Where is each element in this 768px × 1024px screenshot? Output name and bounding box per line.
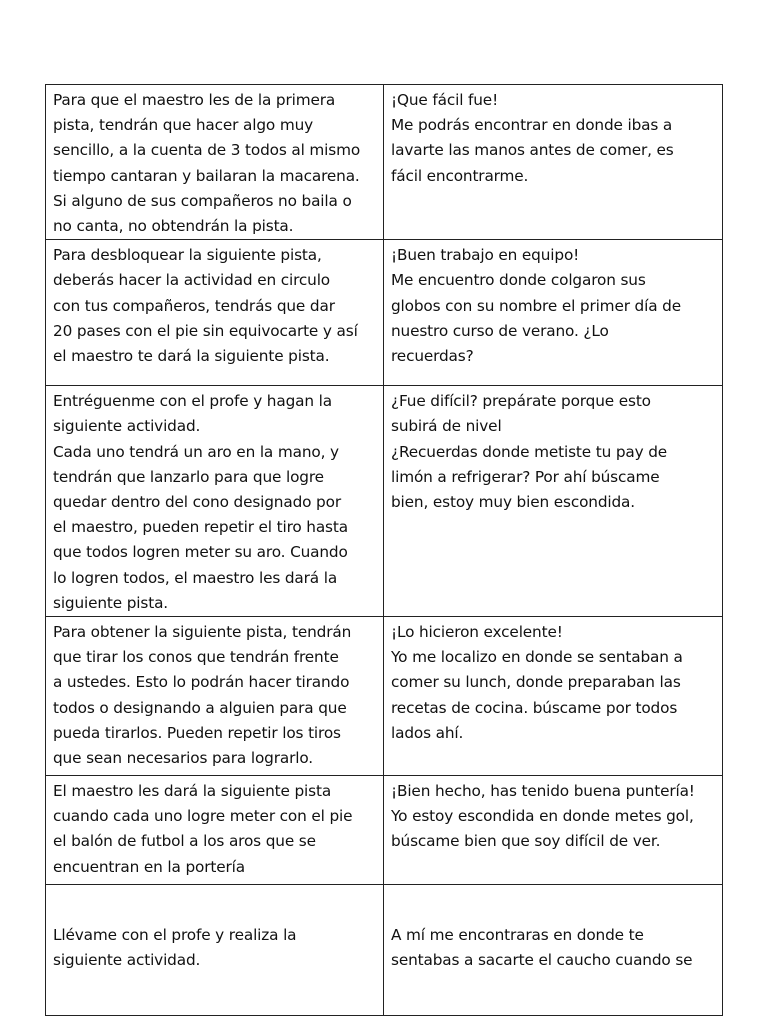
clue-cell: ¡Bien hecho, has tenido buena puntería! Yo estoy escondida en donde metes gol, búscame bien que soy difícil de ver. (384, 776, 723, 885)
table-row (46, 85, 723, 240)
challenge-cell: El maestro les dará la siguiente pista cuando cada uno logre meter con el pie el balón de futbol a los aros que se encuentran en la portería (46, 776, 384, 885)
table-row (46, 240, 723, 386)
clue-cell: ¡Que fácil fue! Me podrás encontrar en donde ibas a lavarte las manos antes de comer, es fácil encontrarme. (384, 85, 723, 240)
table-row (46, 617, 723, 776)
clue-table (45, 84, 723, 1016)
clue-cell: ¿Fue difícil? prepárate porque esto subirá de nivel ¿Recuerdas donde metiste tu pay de limón a refrigerar? Por ahí búscame bien, estoy muy bien escondida. (384, 386, 723, 617)
clue-cell: ¡Buen trabajo en equipo! Me encuentro donde colgaron sus globos con su nombre el primer día de nuestro curso de verano. ¿Lo recuerdas? (384, 240, 723, 386)
challenge-cell: Llévame con el profe y realiza la siguiente actividad. (46, 885, 384, 1016)
table-row (46, 885, 723, 1016)
challenge-cell: Entréguenme con el profe y hagan la siguiente actividad. Cada uno tendrá un aro en la mano, y tendrán que lanzarlo para que logre quedar dentro del cono designado por el maestro, pueden repetir el tiro hasta que todos logren meter su aro. Cuando lo logren todos, el maestro les dará la siguiente pista. (46, 386, 384, 617)
clue-cell: A mí me encontraras en donde te sentabas a sacarte el caucho cuando se (384, 885, 723, 1016)
clue-cell: ¡Lo hicieron excelente! Yo me localizo en donde se sentaban a comer su lunch, donde preparaban las recetas de cocina. búscame por todos lados ahí. (384, 617, 723, 776)
challenge-cell: Para desbloquear la siguiente pista, deberás hacer la actividad en circulo con tus compañeros, tendrás que dar 20 pases con el pie sin equivocarte y así el maestro te dará la siguiente pista. (46, 240, 384, 386)
challenge-cell: Para que el maestro les de la primera pista, tendrán que hacer algo muy sencillo, a la cuenta de 3 todos al mismo tiempo cantaran y bailaran la macarena. Si alguno de sus compañeros no baila o no canta, no obtendrán la pista. (46, 85, 384, 240)
table-row (46, 386, 723, 617)
table-row (46, 776, 723, 885)
challenge-cell: Para obtener la siguiente pista, tendrán que tirar los conos que tendrán frente a ustedes. Esto lo podrán hacer tirando todos o designando a alguien para que pueda tirarlos. Pueden repetir los tiros que sean necesarios para lograrlo. (46, 617, 384, 776)
